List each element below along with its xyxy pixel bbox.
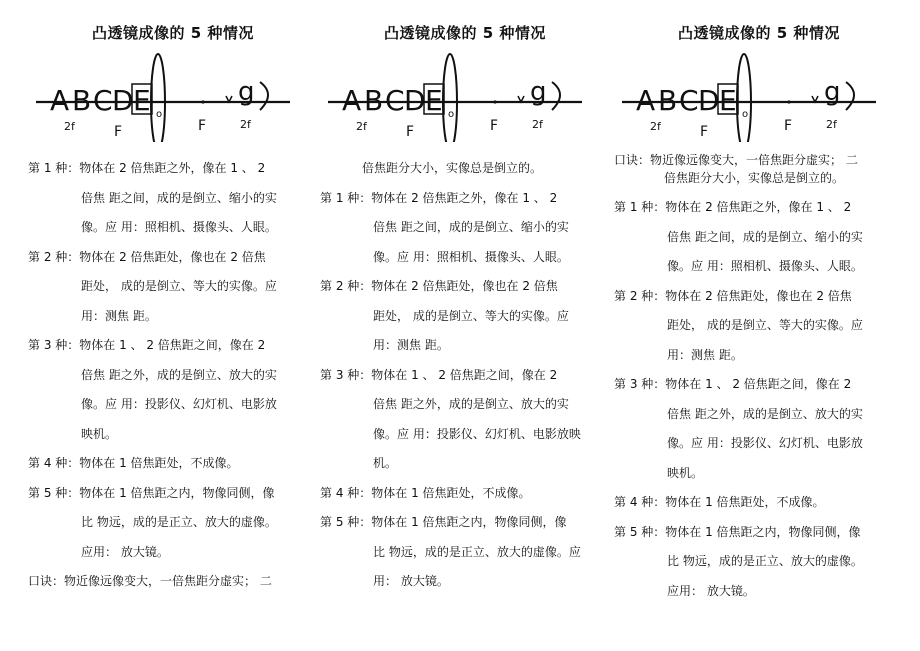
case-4 (28, 449, 318, 479)
point-a-label: A (636, 84, 656, 117)
case-2 (320, 272, 610, 361)
convex-lens (737, 54, 751, 142)
case-line: 映机。 (667, 465, 704, 480)
point-d-label: D (112, 84, 134, 117)
case-line: 第 5 种：物体在 1 倍焦距之内，物像同侧，像 (28, 485, 275, 500)
point-e-label: E (133, 84, 151, 117)
case-line: 用： 放大镜。 (373, 574, 449, 588)
case-line: 第 4 种：物体在 1 倍焦距处，不成像。 (28, 456, 239, 470)
right-g-mark: g (824, 77, 841, 107)
point-b-label: B (658, 84, 678, 117)
lens-diagram (614, 52, 904, 142)
right-f-label: F (490, 118, 499, 134)
case-line: 第 3 种：物体在 1 、 2 倍焦距之间，像在 2 (320, 367, 558, 382)
case-line: 第 5 种：物体在 1 倍焦距之内，物像同侧，像 (614, 524, 861, 539)
lens-diagram (28, 52, 318, 142)
point-c-label: C (679, 84, 699, 117)
page-title: 凸透镜成像的 5 种情况 (92, 24, 254, 42)
case-line: 倍焦 距之间，成的是倒立、缩小的实 (81, 190, 277, 205)
case-line: 像。应 用：照相机、摄像头、人眼。 (81, 220, 277, 234)
case-1 (614, 193, 904, 282)
case-2 (614, 282, 904, 371)
case-line: 距处， 成的是倒立、等大的实像。应 (373, 308, 569, 323)
case-line: 第 1 种：物体在 2 倍焦距之外，像在 1 、 2 (320, 190, 558, 205)
case-line: 应用： 放大镜。 (667, 583, 755, 598)
case-line: 像。应 用：照相机、摄像头、人眼。 (373, 249, 569, 264)
point-b-label: B (364, 84, 384, 117)
optical-center-label: o (742, 109, 749, 120)
column-1 (28, 0, 318, 651)
case-1 (320, 184, 610, 273)
case-5 (28, 479, 318, 568)
case-line: 第 4 种：物体在 1 倍焦距处，不成像。 (614, 495, 825, 509)
case-line: 倍焦 距之外，成的是倒立、放大的实 (81, 367, 277, 382)
right-2f-label: 2f (826, 118, 837, 131)
optical-center-label: o (156, 109, 163, 120)
page-title: 凸透镜成像的 5 种情况 (678, 24, 840, 42)
case-line: 倍焦 距之外，成的是倒立、放大的实 (667, 406, 863, 421)
right-f-label: F (784, 118, 793, 134)
case-5 (614, 518, 904, 607)
point-e-label: E (719, 84, 737, 117)
case-3 (614, 370, 904, 488)
case-line: 比 物远，成的是正立、放大的虚像。 (667, 554, 863, 568)
cases-list-2 (320, 154, 610, 597)
right-focus-dot (493, 100, 496, 103)
case-4 (614, 488, 904, 518)
case-2 (28, 243, 318, 332)
point-d-label: D (404, 84, 426, 117)
case-line: 距处， 成的是倒立、等大的实像。应 (667, 318, 863, 332)
right-bracket-mark (260, 82, 268, 110)
case-line: 用：测焦 距。 (373, 338, 449, 352)
point-c-label: C (93, 84, 113, 117)
mnemonic-line: 口诀：物近像远像变大，一倍焦距分虚实； 二 (28, 574, 272, 588)
case-line: 倍焦 距之间，成的是倒立、缩小的实 (667, 229, 863, 244)
case-line: 倍焦 距之间，成的是倒立、缩小的实 (373, 220, 569, 234)
left-2f-label: 2f (64, 120, 75, 133)
case-line: 第 3 种：物体在 1 、 2 倍焦距之间，像在 2 (614, 377, 852, 391)
mnemonic-line: 倍焦距分大小，实像总是倒立的。 (664, 171, 845, 185)
left-f-label: F (700, 124, 709, 140)
right-f-label: F (198, 118, 207, 134)
case-line: 第 1 种：物体在 2 倍焦距之外，像在 1 、 2 (614, 200, 852, 214)
case-5 (320, 508, 610, 597)
column-2 (320, 0, 610, 651)
case-line: 像。应 用：投影仪、幻灯机、电影放 (81, 397, 277, 411)
right-g-mark: g (530, 77, 547, 107)
case-line: 第 2 种：物体在 2 倍焦距处，像也在 2 倍焦 (614, 288, 852, 303)
right-2f-label: 2f (240, 118, 251, 131)
case-3 (320, 361, 610, 479)
convex-lens (443, 54, 457, 142)
point-b-label: B (72, 84, 92, 117)
optical-center-label: o (448, 109, 455, 120)
case-line: 倍焦 距之外，成的是倒立、放大的实 (373, 397, 569, 411)
case-4 (320, 479, 610, 509)
case-line: 第 3 种：物体在 1 、 2 倍焦距之间，像在 2 (28, 338, 266, 352)
right-2f-label: 2f (532, 118, 543, 131)
right-g-mark: g (238, 77, 255, 107)
lens-diagram (320, 52, 610, 142)
case-line: 距处， 成的是倒立、等大的实像。应 (81, 279, 277, 293)
point-a-label: A (342, 84, 362, 117)
case-line: 第 1 种：物体在 2 倍焦距之外，像在 1 、 2 (28, 161, 266, 175)
point-d-label: D (698, 84, 720, 117)
case-line: 第 4 种：物体在 1 倍焦距处，不成像。 (320, 485, 531, 500)
mnemonic-line: 口诀：物近像远像变大，一倍焦距分虚实； 二 (614, 153, 858, 167)
case-line: 第 5 种：物体在 1 倍焦距之内，物像同侧，像 (320, 515, 567, 529)
right-bracket-mark (552, 82, 560, 110)
case-line: 映机。 (81, 426, 118, 441)
case-line: 用：测焦 距。 (81, 308, 157, 323)
right-focus-dot (787, 100, 790, 103)
case-line: 第 2 种：物体在 2 倍焦距处，像也在 2 倍焦 (320, 279, 558, 293)
case-line: 像。应 用：投影仪、幻灯机、电影放 (667, 436, 863, 450)
case-line: 比 物远，成的是正立、放大的虚像。应 (373, 544, 581, 559)
right-bracket-mark (846, 82, 854, 110)
point-c-label: C (385, 84, 405, 117)
case-line: 像。应 用：照相机、摄像头、人眼。 (667, 259, 863, 273)
convex-lens (151, 54, 165, 142)
left-2f-label: 2f (650, 120, 661, 133)
page-title: 凸透镜成像的 5 种情况 (384, 24, 546, 42)
cases-list-3 (614, 151, 904, 606)
left-2f-label: 2f (356, 120, 367, 133)
left-f-label: F (406, 124, 415, 140)
case-line: 第 2 种：物体在 2 倍焦距处，像也在 2 倍焦 (28, 249, 266, 264)
point-e-label: E (425, 84, 443, 117)
cases-list-1 (28, 154, 318, 597)
case-1 (28, 154, 318, 243)
case-line: 像。应 用：投影仪、幻灯机、电影放映 (373, 426, 581, 441)
case-line: 用：测焦 距。 (667, 347, 743, 362)
column-3 (614, 0, 904, 651)
mnemonic-continuation: 倍焦距分大小，实像总是倒立的。 (362, 161, 543, 175)
point-a-label: A (50, 84, 70, 117)
case-line: 机。 (373, 456, 398, 470)
left-f-label: F (114, 124, 123, 140)
case-3 (28, 331, 318, 449)
case-line: 应用： 放大镜。 (81, 544, 169, 559)
case-line: 比 物远，成的是正立、放大的虚像。 (81, 515, 277, 529)
right-focus-dot (201, 100, 204, 103)
